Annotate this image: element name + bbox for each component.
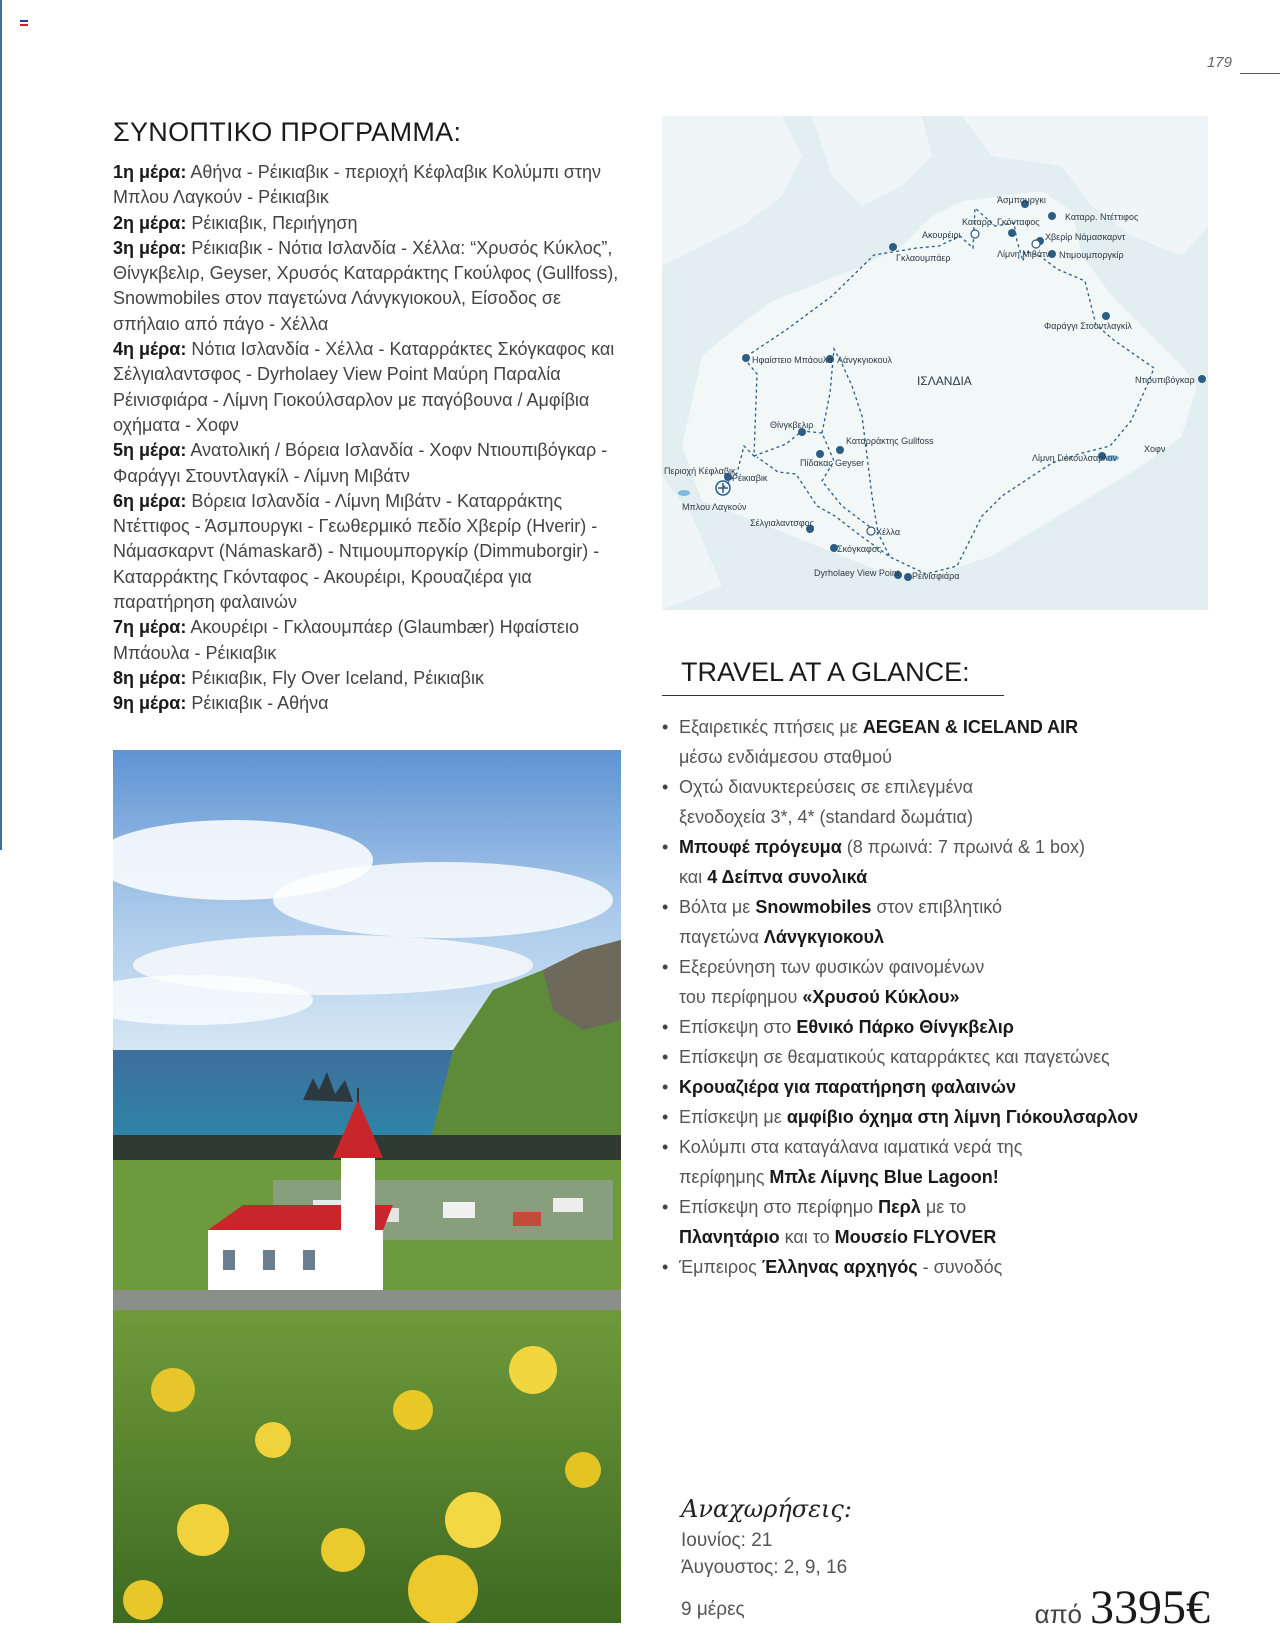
map-label-bluelagoon: Μπλου Λαγκούν <box>682 502 747 512</box>
day-text: Βόρεια Ισλανδία - Λίμνη Μιβάτν - Καταρράκτης Ντέττιφος - Άσμπουργκι - Γεωθερμικό πεδίο Χβερίρ (Hverir) - Νάμασκαρντ (Námaskarð) - Ντιμουμποργκίρ (Dimmuborgir) - Καταρράκτης Γκόνταφος - Ακουρέιρι, Κρουαζιέρα για παρατήρηση φαλαινών <box>113 490 600 613</box>
map-label-hofn: Χοφν <box>1144 444 1166 454</box>
program-day-1 <box>113 160 623 211</box>
program-day-5 <box>113 438 623 489</box>
iceland-church-photo <box>113 750 621 1623</box>
page-number: 179 <box>1206 54 1232 71</box>
glance-item: • Βόλτα με Snowmobiles στον επιβλητικό παγετώνα Λάνγκγιοκουλ <box>662 892 1222 952</box>
map-point-godafoss <box>1008 229 1016 237</box>
map-label-skogafoss: Σκόγκαφος <box>837 544 882 554</box>
day-label: 3η μέρα: <box>113 237 187 258</box>
map-point-dettifoss <box>1048 212 1056 220</box>
map-label-asmpourgi: Άσμπουργκι <box>997 195 1046 205</box>
program-day-7 <box>113 615 623 666</box>
glance-title-rule <box>662 695 1004 696</box>
glance-item: • Μπουφέ πρόγευμα (8 πρωινά: 7 πρωινά & 1 box) και 4 Δείπνα συνολικά <box>662 832 1222 892</box>
map-label-mivatn: Λίμνη Μιβάτν <box>997 249 1051 259</box>
map-point-gullfoss <box>836 446 844 454</box>
page-number-rule <box>1240 73 1280 74</box>
glance-item: • Εξαιρετικές πτήσεις με AEGEAN & ICELAND AIR μέσω ενδιάμεσου σταθμού <box>662 712 1222 772</box>
day-text: Ρέικιαβικ, Fly Over Iceland, Ρέικιαβικ <box>191 667 484 688</box>
map-label-keflavik: Περιοχή Κέφλαβικ <box>664 466 736 476</box>
departures-title: Αναχωρήσεις: <box>681 1495 852 1523</box>
glance-item: • Οχτώ διανυκτερεύσεις σε επιλεγμένα ξενοδοχεία 3*, 4* (standard δωμάτια) <box>662 772 1222 832</box>
map-label-dettifoss: Καταρρ. Ντέττιφος <box>1065 212 1139 222</box>
map-point-glaoumpaer <box>889 243 897 251</box>
day-text: Ανατολική / Βόρεια Ισλανδία - Χοφν Ντιουπιβόγκαρ - Φαράγγι Στουντλαγκίλ - Λίμνη Μιβάτν <box>113 440 608 486</box>
program-day-6 <box>113 489 623 615</box>
map-label-djupivogur: Ντιουπιβόγκαρ <box>1135 375 1195 385</box>
map-label-dimmuborgir: Ντιμουμποργκίρ <box>1059 250 1124 260</box>
glance-item: • Κρουαζιέρα για παρατήρηση φαλαινών <box>662 1072 1222 1102</box>
map-point-geyser <box>816 450 824 458</box>
map-label-hella: Χέλλα <box>876 527 901 537</box>
program-day-9 <box>113 691 623 716</box>
day-text: Ρέικιαβικ - Αθήνα <box>191 693 329 714</box>
glance-item: • Επίσκεψη σε θεαματικούς καταρράκτες και παγετώνες <box>662 1042 1222 1072</box>
airport-icon <box>716 481 730 495</box>
map-point-reynisfjara <box>904 573 912 581</box>
glance-item: • Κολύμπι στα καταγάλανα ιαματικά νερά της περίφημης Μπλε Λίμνης Blue Lagoon! <box>662 1132 1222 1192</box>
glance-item: • Επίσκεψη με αμφίβιο όχημα στη λίμνη Γιόκουλσαρλον <box>662 1102 1222 1132</box>
price-value: 3395€ <box>1090 1581 1210 1634</box>
price <box>1035 1580 1210 1635</box>
landscape-illustration <box>113 750 621 1623</box>
glance-list <box>662 712 1222 1282</box>
map-label-glaoumpaer: Γκλαουμπάερ <box>896 253 951 263</box>
program-title: ΣΥΝΟΠΤΙΚΟ ΠΡΟΓΡΑΜΜΑ: <box>113 117 462 147</box>
map-label-seljalandsfoss: Σέλγιαλαντσφος <box>750 518 815 528</box>
map-point-djupivogur <box>1198 375 1206 383</box>
trip-duration: 9 μέρες <box>681 1599 745 1620</box>
glance-item: • Έμπειρος Έλληνας αρχηγός - συνοδός <box>662 1252 1222 1282</box>
map-label-jokulsarlon: Λίμνη Γιόκουλσαρλον <box>1032 453 1118 463</box>
day-text: Νότια Ισλανδία - Χέλλα - Καταρράκτες Σκόγκαφος και Σέλγιαλαντσφος - Dyrholaey View Point Μαύρη Παραλία Ρέινισφιάρα - Λίμνη Γιοκούλσαρλον με παγόβουνα / Αμφίβια οχήματα - Χοφν <box>113 339 615 435</box>
map-label-baoula: Ηφαίστειο Μπάουλα <box>752 355 833 365</box>
day-label: 4η μέρα: <box>113 339 187 360</box>
departures-august: Άυγουστος: 2, 9, 16 <box>681 1557 848 1578</box>
day-label: 5η μέρα: <box>113 440 187 461</box>
day-label: 2η μέρα: <box>113 212 187 233</box>
program-day-2 <box>113 211 623 236</box>
day-text: Αθήνα - Ρέικιαβικ - περιοχή Κέφλαβικ Κολύμπι στην Μπλου Λαγκούν - Ρέικιαβικ <box>113 162 601 208</box>
page-edge-strip <box>0 0 2 850</box>
map-label-godafoss: Καταρρ. Γκόνταφος <box>962 217 1040 227</box>
day-label: 8η μέρα: <box>113 667 187 688</box>
map-point-baoula <box>742 354 750 362</box>
glance-item: • Επίσκεψη στο περίφημο Περλ με το Πλανητάριο και το Μουσείο FLYOVER <box>662 1192 1222 1252</box>
glance-item: • Εξερεύνηση των φυσικών φαινομένων του περίφημου «Χρυσού Κύκλου» <box>662 952 1222 1012</box>
glance-title: TRAVEL AT A GLANCE: <box>681 657 970 687</box>
program-day-8 <box>113 666 623 691</box>
map-label-reykjavik: Ρέικιαβικ <box>732 473 768 483</box>
map-point-farangi <box>1102 312 1110 320</box>
glance-item: • Επίσκεψη στο Εθνικό Πάρκο Θίνγκβελιρ <box>662 1012 1222 1042</box>
map-label-hverir: Χβερίρ Νάμασκαρντ <box>1045 232 1126 242</box>
day-text: Ρέικιαβικ - Νότια Ισλανδία - Χέλλα: “Χρυσός Κύκλος”, Θίνγκβελιρ, Geyser, Χρυσός Καταρράκτης Γκούλφος (Gullfoss), Snowmobiles στον παγετώνα Λάνγκγιοκουλ, Είσοδος σε σπήλαιο από πάγο - Χέλλα <box>113 237 619 334</box>
program-day-4 <box>113 337 623 438</box>
map-label-country: ΙΣΛΑΝΔΙΑ <box>917 374 972 388</box>
blue-lagoon-icon <box>678 490 690 496</box>
program-day-3 <box>113 236 623 337</box>
day-label: 9η μέρα: <box>113 693 187 714</box>
map-point-akoureiri <box>971 230 979 238</box>
price-prefix: από <box>1034 1599 1082 1629</box>
day-label: 7η μέρα: <box>113 617 187 638</box>
departures-june: Ιουνίος: 21 <box>681 1530 773 1551</box>
day-label: 1η μέρα: <box>113 162 187 182</box>
flag-icon <box>20 20 28 26</box>
day-text: Ακουρέιρι - Γκλαουμπάερ (Glaumbær) Ηφαίστειο Μπάουλα - Ρέικιαβικ <box>113 617 579 663</box>
map-label-akoureiri: Ακουρέιρι <box>922 230 961 240</box>
map-label-thingvellir: Θίνγκβελιρ <box>770 420 814 430</box>
map-label-reynisfjara: Ρέινισφιάρα <box>912 571 960 581</box>
iceland-map <box>662 116 1208 610</box>
day-label: 6η μέρα: <box>113 490 187 511</box>
map-label-geyser: Πίδακας Geyser <box>800 458 865 468</box>
map-label-langjokull: Λάνγκγιοκουλ <box>837 355 893 365</box>
day-text: Ρέικιαβικ, Περιήγηση <box>191 212 358 233</box>
route-map <box>662 116 1208 610</box>
map-point-hella <box>867 527 875 535</box>
map-point-mivatn <box>1032 240 1040 248</box>
map-label-dyrholaey: Dyrholaey View Point <box>814 568 900 578</box>
program-list <box>113 160 623 717</box>
map-label-gullfoss: Καταρράκτης Gullfoss <box>846 436 934 446</box>
map-label-farangi: Φαράγγι Στουντλαγκίλ <box>1044 321 1132 331</box>
